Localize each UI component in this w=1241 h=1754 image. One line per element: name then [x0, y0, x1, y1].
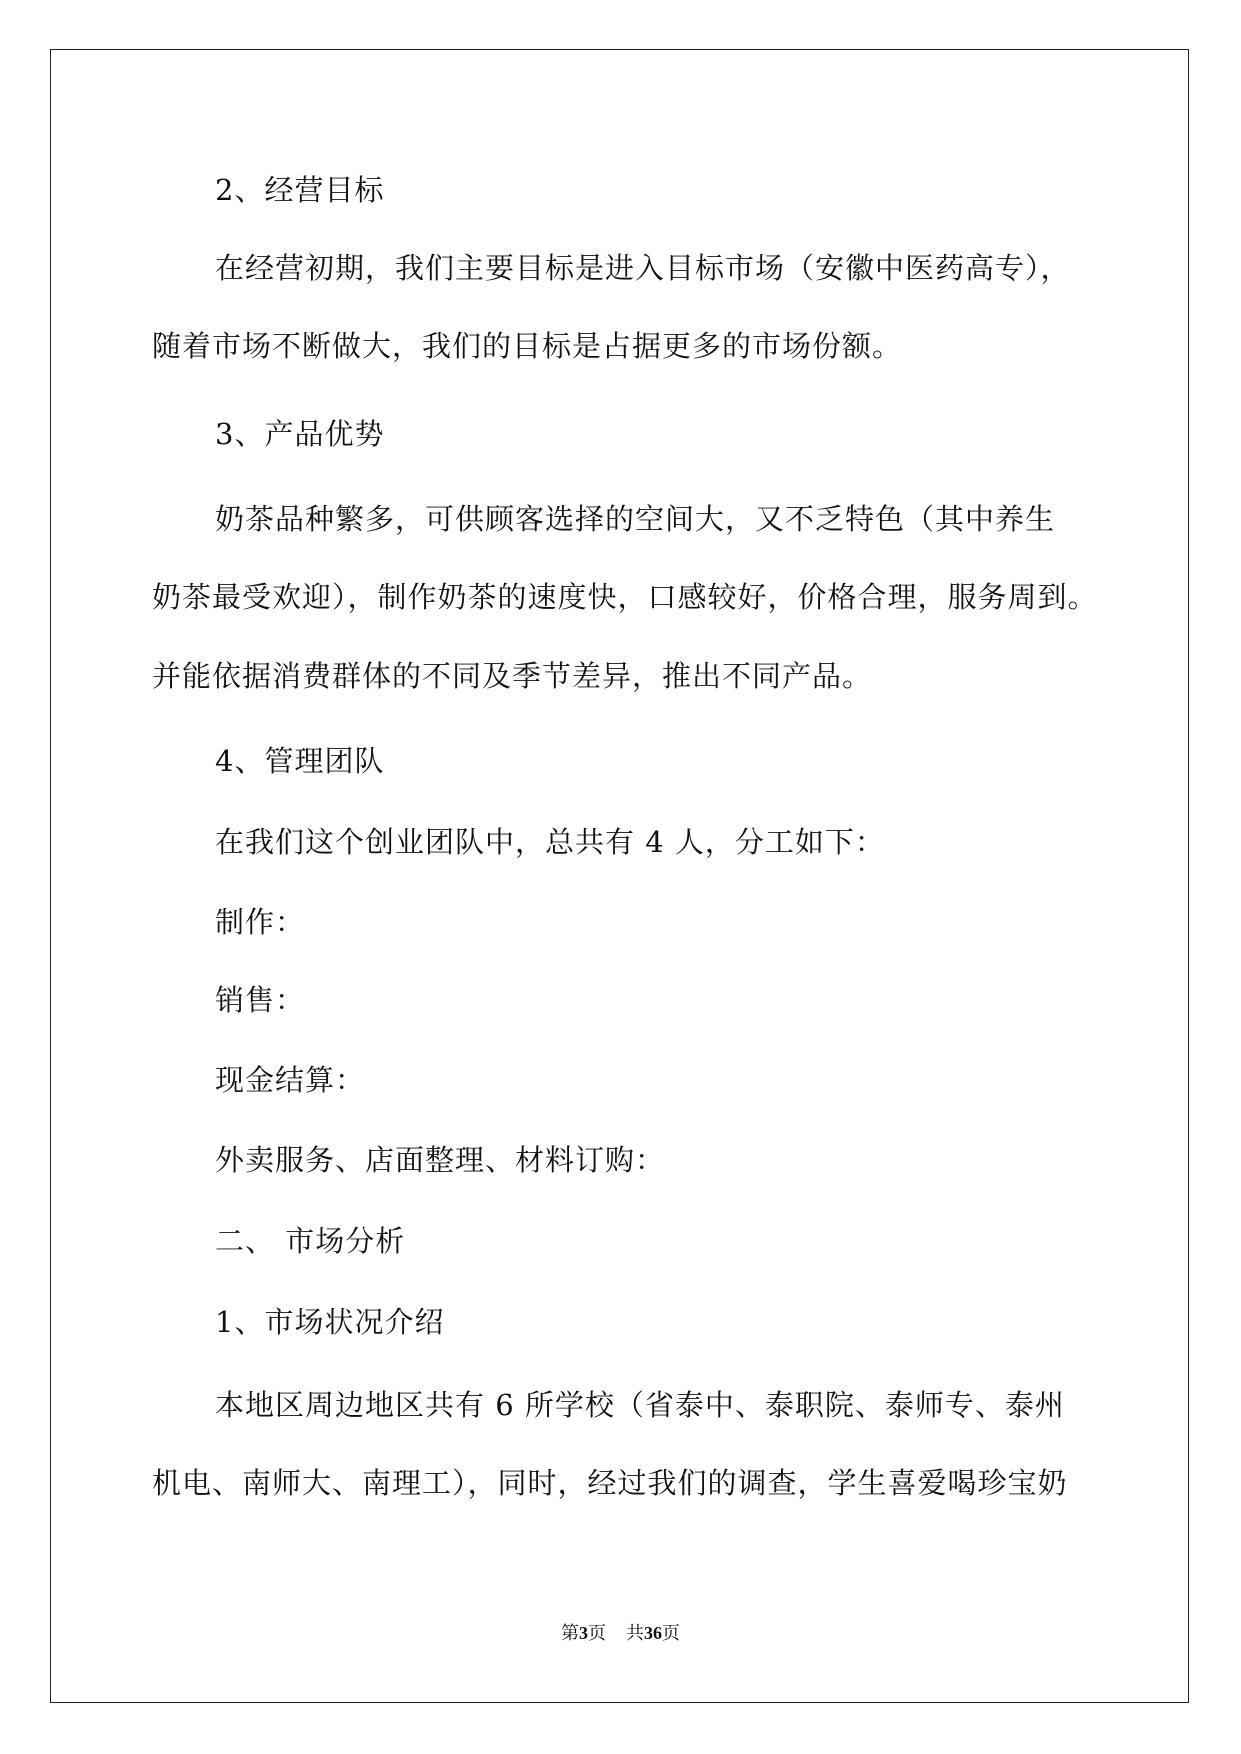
footer-total-pages: 36: [644, 1623, 662, 1643]
footer-total-prefix: 共: [626, 1623, 644, 1643]
role-item: 现金结算：: [215, 1063, 366, 1097]
role-item: 销售：: [215, 983, 306, 1017]
paragraph-line: 本地区周边地区共有 6 所学校（省泰中、泰职院、泰师专、泰州: [215, 1388, 1065, 1422]
footer-total-suffix: 页: [662, 1623, 680, 1643]
paragraph-line: 随着市场不断做大，我们的目标是占据更多的市场份额。: [152, 329, 903, 363]
role-item: 制作：: [215, 905, 306, 939]
section-heading-market-analysis: 二、 市场分析: [215, 1224, 406, 1258]
page-footer: [0, 1621, 1241, 1645]
footer-page-prefix: 第: [561, 1623, 579, 1643]
paragraph-line: 奶茶最受欢迎），制作奶茶的速度快，口感较好，价格合理，服务周到。: [152, 580, 1098, 614]
heading-product-advantage: 3、产品优势: [215, 417, 385, 451]
page-border: [50, 49, 1189, 1703]
role-item: 外卖服务、店面整理、材料订购：: [215, 1143, 666, 1177]
heading-market-status: 1、市场状况介绍: [215, 1305, 445, 1339]
heading-management-team: 4、管理团队: [215, 744, 385, 778]
paragraph-line: 在我们这个创业团队中，总共有 4 人，分工如下：: [215, 825, 885, 859]
footer-page-suffix: 页: [588, 1623, 606, 1643]
paragraph-line: 在经营初期，我们主要目标是进入目标市场（安徽中医药高专），: [215, 251, 1071, 285]
footer-page-number: 3: [579, 1623, 588, 1643]
paragraph-line: 并能依据消费群体的不同及季节差异，推出不同产品。: [152, 659, 873, 693]
paragraph-line: 奶茶品种繁多，可供顾客选择的空间大，又不乏特色（其中养生: [215, 502, 1056, 536]
paragraph-line: 机电、南师大、南理工），同时，经过我们的调查，学生喜爱喝珍宝奶: [152, 1466, 1068, 1500]
heading-business-goal: 2、经营目标: [215, 173, 385, 207]
